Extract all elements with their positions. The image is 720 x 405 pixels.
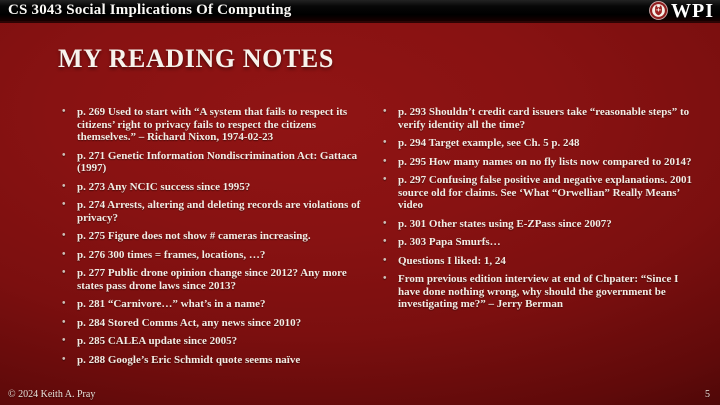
bullet-icon — [62, 249, 66, 262]
bullet-text: p. 293 Shouldn’t credit card issuers take “reasonable steps” to verify identity all the time? — [398, 106, 690, 131]
bullet-text: p. 274 Arrests, altering and deleting records are violations of privacy? — [77, 199, 361, 224]
bullet-item — [60, 106, 365, 144]
bullet-icon — [383, 273, 387, 286]
wpi-logo — [649, 1, 714, 21]
bullet-text: p. 303 Papa Smurfs… — [398, 236, 501, 248]
bullet-item — [60, 267, 365, 292]
bullet-icon — [62, 230, 66, 243]
bullet-item — [60, 150, 365, 175]
bullet-icon — [383, 106, 387, 119]
bullet-text: p. 271 Genetic Information Nondiscrimination Act: Gattaca (1997) — [77, 149, 358, 174]
bullet-item — [381, 106, 695, 131]
bullet-text: p. 285 CALEA update since 2005? — [77, 335, 238, 347]
bullet-item — [60, 249, 365, 262]
bullet-text: p. 297 Confusing false positive and negative explanations. 2001 source old for claims. See ‘What “Orwellian” Really Means’ video — [398, 174, 692, 211]
bullet-item — [381, 255, 695, 268]
bullet-icon — [62, 298, 66, 311]
copyright-text: © 2024 Keith A. Pray — [8, 389, 96, 400]
bullet-item — [60, 298, 365, 311]
bullet-item — [381, 218, 695, 231]
course-title: CS 3043 Social Implications Of Computing — [8, 2, 292, 18]
bullet-icon — [383, 255, 387, 268]
bullet-item — [60, 181, 365, 194]
bullet-text: p. 269 Used to start with “A system that fails to respect its citizens’ right to privacy fails to respect the citizens themselves.” – Richard Nixon, 1974-02-23 — [77, 106, 348, 143]
bullet-icon — [383, 236, 387, 249]
bullet-text: From previous edition interview at end of Chpater: “Since I have done nothing wrong, why should the government be investigating me?” – Jerry Berman — [398, 273, 679, 310]
bullet-icon — [62, 106, 66, 119]
bullet-icon — [62, 317, 66, 330]
bullet-icon — [383, 137, 387, 150]
bullet-icon — [383, 156, 387, 169]
bullet-icon — [62, 354, 66, 367]
bullet-item — [60, 230, 365, 243]
page-number: 5 — [705, 389, 710, 400]
bullet-item — [60, 317, 365, 330]
bullet-text: p. 273 Any NCIC success since 1995? — [77, 180, 251, 193]
bullet-item — [381, 236, 695, 249]
bullet-icon — [62, 267, 66, 280]
bullet-text: p. 295 How many names on no fly lists now compared to 2014? — [398, 155, 692, 168]
bullet-item — [381, 156, 695, 169]
bullet-icon — [62, 335, 66, 348]
wpi-logo-text: WPI — [671, 0, 714, 22]
slide-title: MY READING NOTES — [58, 44, 334, 73]
wpi-seal-icon — [649, 1, 668, 20]
bullet-text: p. 277 Public drone opinion change since 2012? Any more states pass drone laws since 2013? — [77, 267, 347, 292]
bullet-text: p. 276 300 times = frames, locations, …? — [77, 248, 266, 261]
bullet-text: p. 281 “Carnivore…” what’s in a name? — [77, 298, 266, 310]
bullet-text: p. 288 Google’s Eric Schmidt quote seems naïve — [77, 353, 301, 366]
bullet-icon — [62, 181, 66, 194]
bullet-item — [381, 174, 695, 212]
bullet-icon — [62, 199, 66, 212]
notes-column-left — [60, 106, 365, 372]
bullet-item — [381, 137, 695, 150]
notes-column-right — [381, 106, 695, 317]
bullet-text: Questions I liked: 1, 24 — [398, 254, 506, 267]
bullet-item — [60, 354, 365, 367]
header-bar — [0, 0, 720, 23]
bullet-text: p. 301 Other states using E-ZPass since 2007? — [398, 217, 612, 230]
bullet-icon — [383, 174, 387, 187]
bullet-icon — [62, 150, 66, 163]
bullet-text: p. 275 Figure does not show # cameras increasing. — [77, 230, 311, 242]
bullet-icon — [383, 218, 387, 231]
bullet-item — [60, 335, 365, 348]
bullet-item — [60, 199, 365, 224]
bullet-item — [381, 273, 695, 311]
bullet-text: p. 284 Stored Comms Act, any news since 2010? — [77, 316, 302, 329]
bullet-text: p. 294 Target example, see Ch. 5 p. 248 — [398, 137, 580, 149]
